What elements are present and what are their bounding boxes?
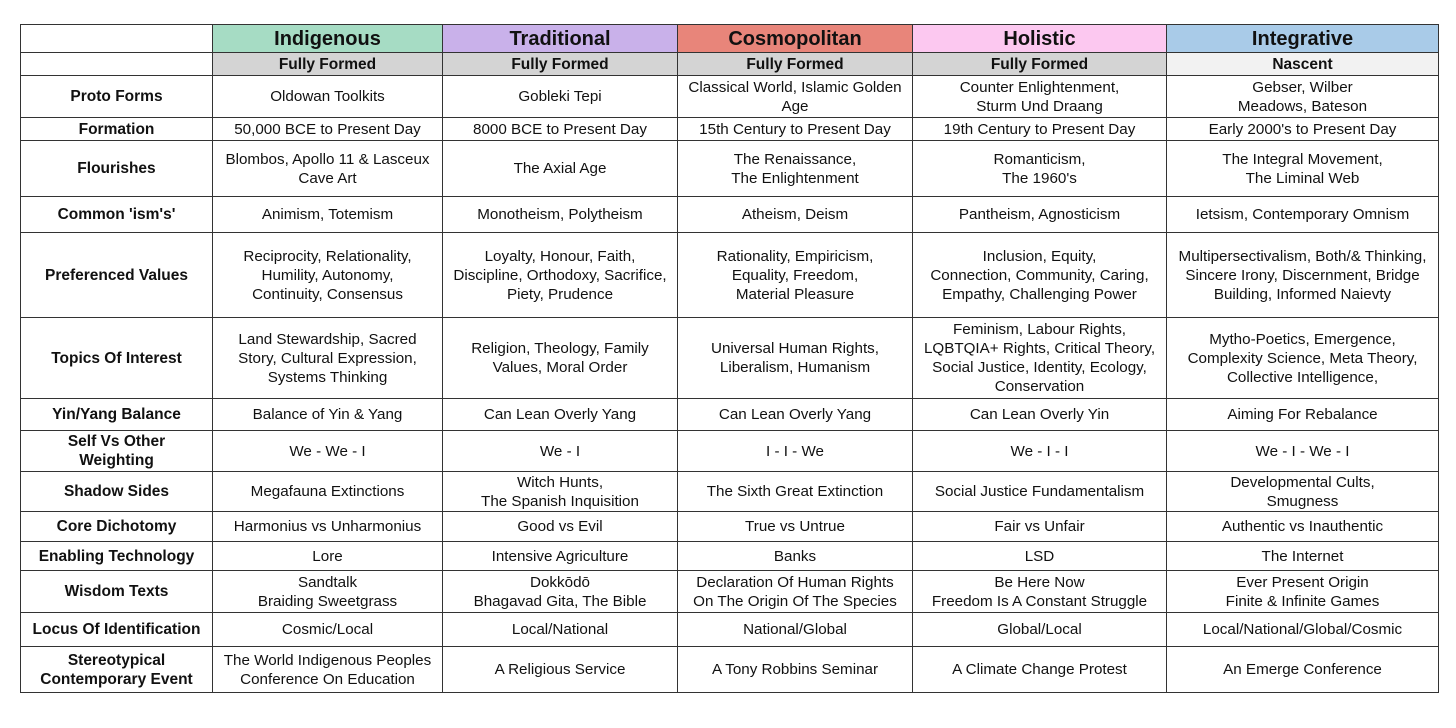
row-header: Stereotypical Contemporary Event (21, 647, 213, 693)
row-header: Core Dichotomy (21, 512, 213, 542)
table-cell: LSD (913, 542, 1167, 571)
table-cell: The Axial Age (443, 141, 678, 197)
table-cell: National/Global (678, 613, 913, 647)
table-cell: We - I - We - I (1167, 431, 1439, 472)
table-cell: Multipersectivalism, Both/& Thinking, Sincere Irony, Discernment, Bridge Building, Informed Naievty (1167, 233, 1439, 318)
table-cell: The Internet (1167, 542, 1439, 571)
table-row (21, 233, 1439, 318)
table-cell: I - I - We (678, 431, 913, 472)
table-cell: Banks (678, 542, 913, 571)
row-header: Shadow Sides (21, 472, 213, 512)
column-header-integrative: Integrative (1167, 25, 1439, 53)
table-cell: Rationality, Empiricism, Equality, Freedom, Material Pleasure (678, 233, 913, 318)
table-row (21, 431, 1439, 472)
table-row (21, 197, 1439, 233)
table-row (21, 318, 1439, 399)
table-row (21, 542, 1439, 571)
table-cell: Developmental Cults, Smugness (1167, 472, 1439, 512)
table-cell: The Renaissance, The Enlightenment (678, 141, 913, 197)
table-cell: Classical World, Islamic Golden Age (678, 76, 913, 118)
table-cell: Local/National (443, 613, 678, 647)
table-cell: Aiming For Rebalance (1167, 399, 1439, 431)
table-cell: Land Stewardship, Sacred Story, Cultural Expression, Systems Thinking (213, 318, 443, 399)
table-cell: An Emerge Conference (1167, 647, 1439, 693)
table-cell: 50,000 BCE to Present Day (213, 118, 443, 141)
column-header-holistic: Holistic (913, 25, 1167, 53)
corner-cell (21, 25, 213, 53)
table-row (21, 472, 1439, 512)
row-header: Preferenced Values (21, 233, 213, 318)
table-cell: Ietsism, Contemporary Omnism (1167, 197, 1439, 233)
table-cell: Universal Human Rights, Liberalism, Humanism (678, 318, 913, 399)
table-cell: We - We - I (213, 431, 443, 472)
status-corner-cell (21, 53, 213, 76)
row-header: Wisdom Texts (21, 571, 213, 613)
table-cell: Ever Present Origin Finite & Infinite Games (1167, 571, 1439, 613)
table-cell: Megafauna Extinctions (213, 472, 443, 512)
table-cell: The World Indigenous Peoples Conference On Education (213, 647, 443, 693)
table-cell: 15th Century to Present Day (678, 118, 913, 141)
table-cell: Gebser, Wilber Meadows, Bateson (1167, 76, 1439, 118)
table-cell: Harmonius vs Unharmonius (213, 512, 443, 542)
table-cell: Feminism, Labour Rights, LQBTQIA+ Rights, Critical Theory, Social Justice, Identity, Ecology, Conservation (913, 318, 1167, 399)
column-header-traditional: Traditional (443, 25, 678, 53)
row-header: Flourishes (21, 141, 213, 197)
table-cell: 8000 BCE to Present Day (443, 118, 678, 141)
row-header: Enabling Technology (21, 542, 213, 571)
row-header: Locus Of Identification (21, 613, 213, 647)
table-cell: Cosmic/Local (213, 613, 443, 647)
table-cell: A Climate Change Protest (913, 647, 1167, 693)
table-cell: Declaration Of Human Rights On The Origin Of The Species (678, 571, 913, 613)
table-cell: Religion, Theology, Family Values, Moral Order (443, 318, 678, 399)
table-cell: We - I (443, 431, 678, 472)
table-row (21, 141, 1439, 197)
table-cell: Balance of Yin & Yang (213, 399, 443, 431)
table-row (21, 76, 1439, 118)
row-header: Proto Forms (21, 76, 213, 118)
table-cell: Monotheism, Polytheism (443, 197, 678, 233)
comparison-table (20, 24, 1439, 693)
status-cell-cosmopolitan: Fully Formed (678, 53, 913, 76)
table-row (21, 571, 1439, 613)
table-row (21, 647, 1439, 693)
table-cell: Global/Local (913, 613, 1167, 647)
row-header: Formation (21, 118, 213, 141)
table-cell: Counter Enlightenment, Sturm Und Draang (913, 76, 1167, 118)
table-cell: Early 2000's to Present Day (1167, 118, 1439, 141)
status-cell-integrative: Nascent (1167, 53, 1439, 76)
table-cell: The Sixth Great Extinction (678, 472, 913, 512)
table-cell: Dokkōdō Bhagavad Gita, The Bible (443, 571, 678, 613)
status-cell-indigenous: Fully Formed (213, 53, 443, 76)
table-row (21, 512, 1439, 542)
table-cell: Gobleki Tepi (443, 76, 678, 118)
status-row (21, 53, 1439, 76)
table-cell: A Religious Service (443, 647, 678, 693)
table-cell: True vs Untrue (678, 512, 913, 542)
table-cell: Good vs Evil (443, 512, 678, 542)
table-row (21, 118, 1439, 141)
table-row (21, 399, 1439, 431)
table-cell: Atheism, Deism (678, 197, 913, 233)
column-header-cosmopolitan: Cosmopolitan (678, 25, 913, 53)
table-cell: Be Here Now Freedom Is A Constant Struggle (913, 571, 1167, 613)
table-cell: Reciprocity, Relationality, Humility, Autonomy, Continuity, Consensus (213, 233, 443, 318)
table-cell: Lore (213, 542, 443, 571)
table-cell: Romanticism, The 1960's (913, 141, 1167, 197)
row-header: Topics Of Interest (21, 318, 213, 399)
table-cell: Mytho-Poetics, Emergence, Complexity Science, Meta Theory, Collective Intelligence, (1167, 318, 1439, 399)
table-cell: Loyalty, Honour, Faith, Discipline, Orthodoxy, Sacrifice, Piety, Prudence (443, 233, 678, 318)
column-header-indigenous: Indigenous (213, 25, 443, 53)
table-cell: Sandtalk Braiding Sweetgrass (213, 571, 443, 613)
table-cell: Inclusion, Equity, Connection, Community, Caring, Empathy, Challenging Power (913, 233, 1167, 318)
table-cell: Social Justice Fundamentalism (913, 472, 1167, 512)
table-cell: Local/National/Global/Cosmic (1167, 613, 1439, 647)
table-cell: Can Lean Overly Yin (913, 399, 1167, 431)
table-cell: The Integral Movement, The Liminal Web (1167, 141, 1439, 197)
column-header-row (21, 25, 1439, 53)
row-header: Common 'ism's' (21, 197, 213, 233)
table-cell: Blombos, Apollo 11 & Lasceux Cave Art (213, 141, 443, 197)
table-row (21, 613, 1439, 647)
table-cell: Authentic vs Inauthentic (1167, 512, 1439, 542)
table-cell: 19th Century to Present Day (913, 118, 1167, 141)
table-cell: Animism, Totemism (213, 197, 443, 233)
table-cell: Oldowan Toolkits (213, 76, 443, 118)
table-cell: We - I - I (913, 431, 1167, 472)
table-cell: A Tony Robbins Seminar (678, 647, 913, 693)
row-header: Self Vs Other Weighting (21, 431, 213, 472)
row-header: Yin/Yang Balance (21, 399, 213, 431)
status-cell-traditional: Fully Formed (443, 53, 678, 76)
table-cell: Fair vs Unfair (913, 512, 1167, 542)
status-cell-holistic: Fully Formed (913, 53, 1167, 76)
table-cell: Pantheism, Agnosticism (913, 197, 1167, 233)
table-cell: Witch Hunts, The Spanish Inquisition (443, 472, 678, 512)
table-cell: Intensive Agriculture (443, 542, 678, 571)
table-cell: Can Lean Overly Yang (678, 399, 913, 431)
table-cell: Can Lean Overly Yang (443, 399, 678, 431)
